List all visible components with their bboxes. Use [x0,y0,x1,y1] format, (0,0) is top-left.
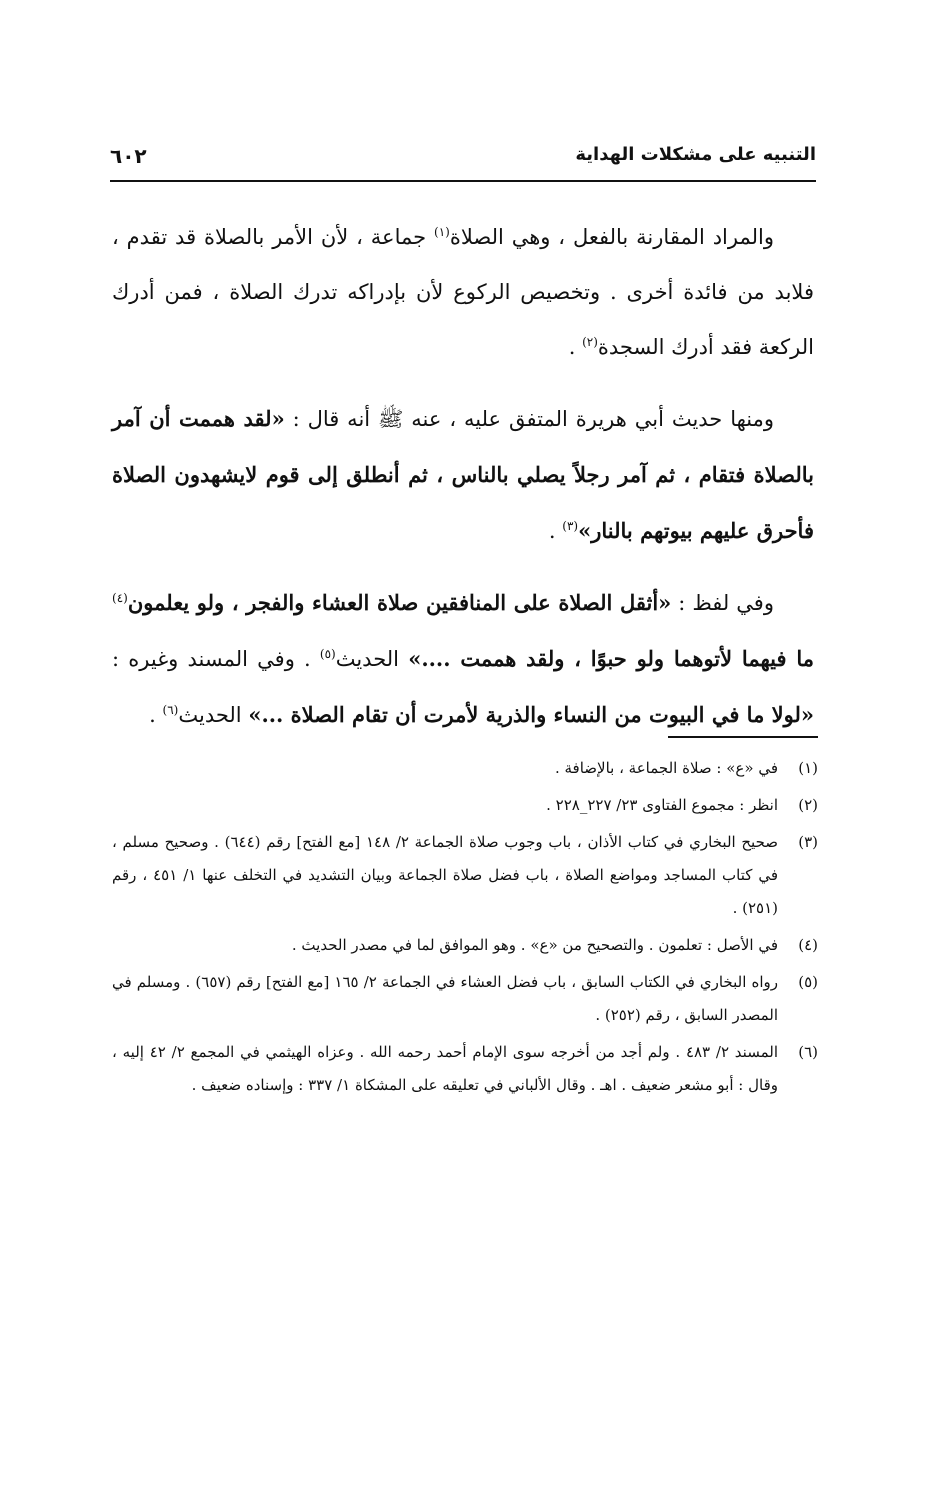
paragraph-2 [112,391,814,559]
footnote-number: (٥) [798,973,818,991]
hadith-quote: «أثقل الصلاة على المنافقين صلاة العشاء والفجر ، ولو يعلمون [127,590,672,615]
footnotes [112,752,818,1106]
hadith-quote: «لولا ما في البيوت من النساء والذرية لأمرت أن تقام الصلاة ...» [248,702,814,727]
footnote-divider [668,736,818,738]
footnote-number: (٢) [798,796,818,814]
footnote-number: (١) [798,759,818,777]
footnote-5 [112,966,818,1032]
footnote-text: في الأصل : تعلمون . والتصحيح من «ع» . وهو الموافق لما في مصدر الحديث . [291,936,778,954]
footnote-ref: (٦) [162,703,179,717]
text-run: . [568,335,583,359]
text-run: جماعة ، لأن الأمر بالصلاة قد تقدم ، فلابد من فائدة أخرى . وتخصيص الركوع لأن بإدراكه تدرك الصلاة ، فمن أدرك الركعة فقد أدرك السجدة [112,225,814,359]
footnote-ref: (١) [434,225,450,239]
footnote-text: رواه البخاري في الكتاب السابق ، باب فضل العشاء في الجماعة ٢/ ١٦٥ [مع الفتح] رقم (٦٥٧) . ومسلم في المصدر السابق ، رقم (٢٥٢) . [112,973,778,1024]
text-run: الحديث [178,703,249,727]
footnote-number: (٣) [798,833,818,851]
hadith-quote: ما فيهما لأتوهما ولو حبوًا ، ولقد هممت ....» [408,646,814,671]
text-run: ومنها حديث أبي هريرة المتفق عليه ، عنه ﷺ أنه قال : [284,407,775,431]
footnote-number: (٦) [798,1043,818,1061]
paragraph-3 [112,575,814,743]
text-run: . وفي المسند وغيره : [112,647,320,671]
main-text [112,210,814,759]
text-run: والمراد المقارنة بالفعل ، وهي الصلاة [449,225,774,249]
footnote-4 [112,929,818,962]
footnote-text: المسند ٢/ ٤٨٣ . ولم أجد من أخرجه سوى الإمام أحمد رحمه الله . وعزاه الهيثمي في المجمع ٢/ ٤٢ إليه ، وقال : أبو مشعر ضعيف . اهـ . وقال الألباني في تعليقه على المشكاة ١/ ٣٣٧ : وإسناده ضعيف . [112,1043,778,1094]
footnote-6 [112,1036,818,1102]
header-divider [110,180,816,182]
footnote-3 [112,826,818,925]
footnote-ref: (٤) [112,591,128,605]
footnote-number: (٤) [798,936,818,954]
footnote-text: انظر : مجموع الفتاوى ٢٣/ ٢٢٧_٢٢٨ . [546,796,778,814]
text-run: وفي لفظ : [671,591,774,615]
footnote-ref: (٣) [562,519,579,533]
paragraph-1 [112,210,814,375]
footnote-ref: (٢) [582,335,598,349]
footnote-2 [112,789,818,822]
hadith-quote: «لقد هممت أن آمر بالصلاة فتقام ، ثم آمر رجلاً يصلي بالناس ، ثم أنطلق إلى قوم لايشهدون الصلاة فأحرق عليهم بيوتهم بالنار» [112,406,814,543]
header-title: التنبيه على مشكلات الهداية [575,144,816,165]
footnote-1 [112,752,818,785]
footnote-text: في «ع» : صلاة الجماعة ، بالإضافة . [554,759,778,777]
running-header [110,142,816,176]
page-number: ٦٠٢ [110,144,147,168]
text-run: . [149,703,163,727]
text-run: الحديث [335,647,409,671]
footnote-ref: (٥) [319,647,336,661]
footnote-text: صحيح البخاري في كتاب الأذان ، باب وجوب صلاة الجماعة ٢/ ١٤٨ [مع الفتح] رقم (٦٤٤) . وصحيح مسلم ، في كتاب المساجد ومواضع الصلاة ، باب فضل صلاة الجماعة وبيان التشديد في التخلف عنها ١/ ٤٥١ ، رقم (٢٥١) . [112,833,779,917]
text-run: . [548,519,563,543]
